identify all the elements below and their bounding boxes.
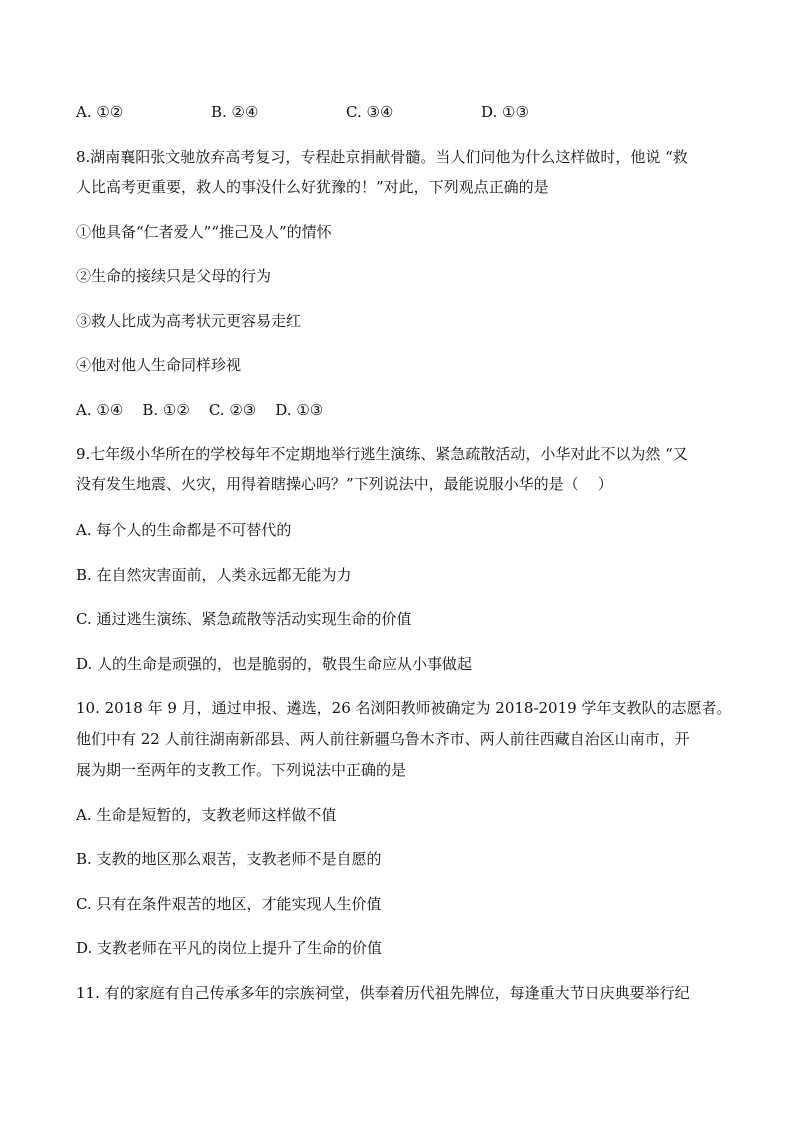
- q7-option-d: D. ①③: [481, 103, 529, 121]
- q10-stem-line2: 他们中有 22 人前往湖南新邵县、两人前往新疆乌鲁木齐市、两人前往西藏自治区山南市，开: [76, 730, 690, 748]
- q10-option-a: A. 生命是短暂的，支教老师这样做不值: [76, 806, 337, 824]
- q10-stem-line3: 展为期一至两年的支教工作。下列说法中正确的是: [76, 761, 407, 779]
- q7-options-row: [76, 102, 716, 122]
- q7-option-a: A. ①②: [76, 103, 124, 121]
- q9-stem-line1: 9.七年级小华所在的学校每年不定期地举行逃生演练、紧急疏散活动，小华对此不以为然 “又: [76, 445, 688, 463]
- q9-option-d: D. 人的生命是顽强的，也是脆弱的，敬畏生命应从小事做起: [76, 655, 473, 673]
- q10-stem-line1: 10. 2018 年 9 月，通过申报、遴选，26 名浏阳教师被确定为 2018-2019 学年支教队的志愿者。: [76, 699, 732, 717]
- q9-option-c: C. 通过逃生演练、紧急疏散等活动实现生命的价值: [76, 610, 412, 628]
- q10-option-c: C. 只有在条件艰苦的地区，才能实现人生价值: [76, 895, 382, 913]
- q8-stem-line1: 8.湖南襄阳张文驰放弃高考复习，专程赴京捐献骨髓。当人们问他为什么这样做时，他说 “救: [76, 148, 688, 166]
- q9-stem-line2: 没有发生地震、火灾，用得着瞎操心吗？”下列说法中，最能说服小华的是（ ）: [76, 475, 613, 493]
- q11-stem-line1: 11. 有的家庭有自己传承多年的宗族祠堂，供奉着历代祖先牌位，每逢重大节日庆典要举行纪: [76, 984, 690, 1002]
- q8-statement-2: ②生命的接续只是父母的行为: [76, 267, 272, 285]
- q9-option-b: B. 在自然灾害面前，人类永远都无能为力: [76, 566, 352, 584]
- q7-option-b: B. ②④: [211, 103, 259, 121]
- q8-statement-1: ①他具备“仁者爱人”“推己及人”的情怀: [76, 223, 332, 241]
- q10-option-b: B. 支教的地区那么艰苦，支教老师不是自愿的: [76, 850, 382, 868]
- q8-statement-3: ③救人比成为高考状元更容易走红: [76, 312, 302, 330]
- q8-statement-4: ④他对他人生命同样珍视: [76, 356, 242, 374]
- q7-option-c: C. ③④: [346, 103, 394, 121]
- q10-option-d: D. 支教老师在平凡的岗位上提升了生命的价值: [76, 939, 383, 957]
- q8-stem-line2: 人比高考更重要，救人的事没什么好犹豫的！”对此，下列观点正确的是: [76, 178, 549, 196]
- q8-options-line: A. ①④ B. ①② C. ②③ D. ①③: [76, 401, 324, 419]
- q9-option-a: A. 每个人的生命都是不可替代的: [76, 521, 292, 539]
